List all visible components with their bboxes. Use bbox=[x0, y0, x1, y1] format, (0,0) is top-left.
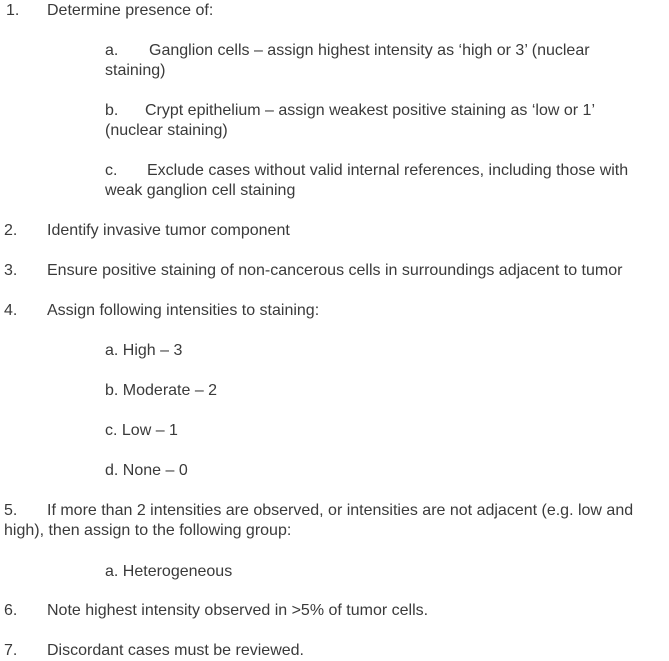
sub-item-text: Ganglion cells – assign highest intensity as ‘high or 3’ (nuclear bbox=[149, 42, 590, 59]
item-text: Note highest intensity observed in >5% of tumor cells. bbox=[47, 602, 429, 619]
sub-item-4b: b. Moderate – 2 bbox=[105, 382, 218, 399]
sub-item-1b-continuation: (nuclear staining) bbox=[105, 122, 228, 139]
sub-item-letter: a. bbox=[105, 42, 119, 59]
sub-item-4c: c. Low – 1 bbox=[105, 422, 178, 439]
sub-item-letter: c. bbox=[105, 162, 118, 179]
sub-item-4a: a. High – 3 bbox=[105, 342, 183, 359]
list-item-5-continuation: high), then assign to the following group: bbox=[4, 522, 292, 539]
item-number: 3. bbox=[4, 262, 18, 279]
sub-item-letter: b. bbox=[105, 102, 119, 119]
item-number: 1. bbox=[6, 2, 20, 19]
item-text: Discordant cases must be reviewed. bbox=[47, 642, 304, 659]
item-number: 5. bbox=[4, 502, 18, 519]
item-text: Assign following intensities to staining: bbox=[47, 302, 320, 319]
item-number: 6. bbox=[4, 602, 18, 619]
sub-item-text: Crypt epithelium – assign weakest positive staining as ‘low or 1’ bbox=[145, 102, 595, 119]
item-text: Ensure positive staining of non-cancerous cells in surroundings adjacent to tumor bbox=[47, 262, 623, 279]
sub-item-4d: d. None – 0 bbox=[105, 462, 188, 479]
item-text: Determine presence of: bbox=[47, 2, 214, 19]
sub-item-text: Exclude cases without valid internal references, including those with bbox=[147, 162, 629, 179]
item-number: 7. bbox=[4, 642, 18, 659]
item-text: Identify invasive tumor component bbox=[47, 222, 290, 239]
sub-item-5a: a. Heterogeneous bbox=[105, 563, 233, 580]
item-number: 4. bbox=[4, 302, 18, 319]
item-text: If more than 2 intensities are observed, or intensities are not adjacent (e.g. low and bbox=[47, 502, 634, 519]
sub-item-1c-continuation: weak ganglion cell staining bbox=[105, 182, 296, 199]
item-number: 2. bbox=[4, 222, 18, 239]
sub-item-1a-continuation: staining) bbox=[105, 62, 166, 79]
